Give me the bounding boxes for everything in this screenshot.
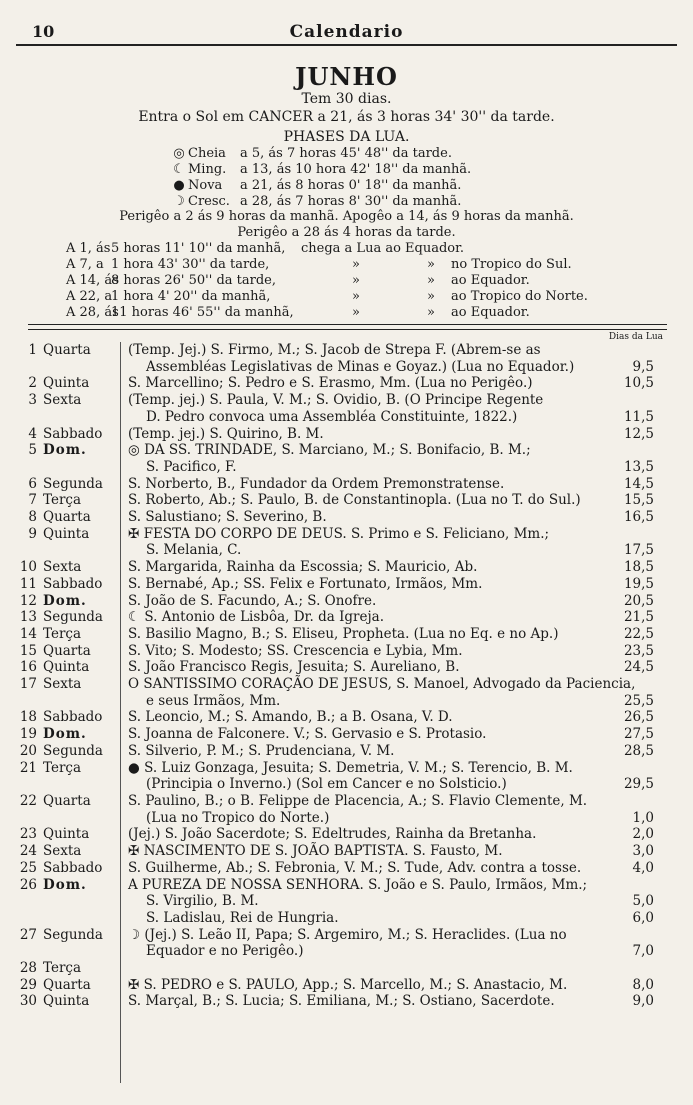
day-row (0, 726, 693, 743)
equator-day: A 22, a (66, 289, 113, 304)
day-number: 2 (28, 375, 37, 392)
weekday: Dom. (43, 442, 87, 459)
entry-line: S. Pacifico, F. (146, 458, 237, 475)
day-number: 27 (19, 926, 37, 943)
moon-age (614, 860, 654, 877)
weekday: Terça (43, 492, 82, 509)
weekday: Quarta (43, 342, 91, 358)
entry-line: S. Marcellino; S. Pedro e S. Erasmo, Mm. (Lua no Perigêo.) (128, 375, 533, 392)
day-entry (122, 526, 614, 559)
weekday: Quarta (43, 642, 91, 659)
day-number: 19 (19, 726, 37, 743)
ditto-mark: » (427, 273, 435, 288)
day-entry (122, 375, 614, 392)
day-entry (122, 726, 614, 743)
entry-line: (Lua no Tropico do Norte.) (146, 809, 330, 826)
entry-line (128, 960, 614, 977)
ditto-mark: » (352, 273, 360, 288)
moon-days-header: Dias da Lua (608, 332, 663, 342)
equator-row (66, 305, 588, 321)
entry-line: (Principia o Inverno.) (Sol em Cancer e no Solsticio.) (146, 776, 507, 793)
day-number: 22 (19, 792, 37, 809)
moon-age-value: 18,5 (623, 559, 654, 576)
day-entry (122, 492, 614, 509)
entry-line: S. Virgilio, B. M. (146, 893, 259, 910)
entry-line: ● S. Luiz Gonzaga, Jesuita; S. Demetria, V. M.; S. Terencio, B. M. (128, 759, 573, 776)
day-entry (122, 676, 636, 709)
weekday: Segunda (43, 475, 103, 492)
weekday: Sabbado (43, 575, 103, 592)
moon-age-value: 27,5 (623, 726, 654, 743)
moon-age-value: 26,5 (623, 709, 654, 726)
moon-age-value (614, 342, 654, 359)
moon-age-value: 3,0 (632, 843, 654, 860)
day-entry (122, 860, 614, 877)
weekday: Segunda (43, 742, 103, 759)
weekday: Quinta (43, 826, 90, 843)
equator-event: ao Tropico do Norte. (451, 289, 588, 304)
day-row (0, 576, 693, 593)
day-number: 15 (19, 642, 37, 659)
page-header (16, 22, 677, 42)
moon-age-value (614, 676, 654, 693)
moon-age (614, 492, 654, 509)
entry-line: S. Vito; S. Modesto; SS. Crescencia e Lybia, Mm. (128, 642, 463, 659)
moon-age (614, 442, 654, 475)
equator-day: A 28, ás (66, 305, 119, 320)
moon-age (614, 760, 654, 793)
ditto-mark: » (352, 257, 360, 272)
entry-line: S. Roberto, Ab.; S. Paulo, B. de Constantinopla. (Lua no T. do Sul.) (128, 492, 581, 509)
entry-line: S. Ladislau, Rei de Hungria. (146, 909, 339, 926)
day-list (0, 342, 693, 1010)
entry-line: S. João de S. Facundo, A.; S. Onofre. (128, 592, 377, 609)
entry-line: S. Marçal, B.; S. Lucia; S. Emiliana, M.; S. Ostiano, Sacerdote. (128, 993, 555, 1010)
day-entry (122, 392, 614, 425)
weekday: Sabbado (43, 709, 103, 726)
day-entry (122, 826, 614, 843)
equator-event: ao Equador. (451, 273, 530, 288)
day-number: 5 (28, 442, 37, 459)
moon-age-value: 22,5 (623, 625, 654, 642)
weekday: Terça (43, 960, 82, 977)
weekday: Segunda (43, 609, 103, 626)
weekday: Segunda (43, 926, 103, 943)
day-entry (122, 843, 614, 860)
day-number: 26 (19, 876, 37, 893)
phase-time: a 13, ás 10 hora 42' 18'' da manhã. (240, 162, 472, 177)
entry-line: S. Guilherme, Ab.; S. Febronia, V. M.; S. Tude, Adv. contra a tosse. (128, 859, 582, 876)
day-number: 17 (19, 676, 37, 693)
moon-age-value (614, 760, 654, 777)
moon-age-value (614, 927, 654, 944)
equator-day: A 1, ás (66, 241, 111, 256)
day-number: 16 (19, 659, 37, 676)
phase-time: a 5, ás 7 horas 45' 48'' da tarde. (240, 146, 452, 161)
moon-age-value: 5,0 (632, 893, 654, 910)
day-row (0, 877, 693, 927)
phase-time: a 21, ás 8 horas 0' 18'' da manhã. (240, 178, 462, 193)
day-number: 18 (19, 709, 37, 726)
moon-age (614, 726, 654, 743)
entry-line: S. Leoncio, M.; S. Amando, B.; a B. Osana, V. D. (128, 709, 453, 726)
day-number: 8 (28, 509, 37, 526)
moon-age (614, 826, 654, 843)
entry-line: (Jej.) S. João Sacerdote; S. Edeltrudes, Rainha da Bretanha. (128, 826, 537, 843)
equator-time: 11 horas 46' 55'' da manhã, (111, 305, 294, 320)
day-number: 21 (19, 759, 37, 776)
day-number: 6 (28, 475, 37, 492)
entry-line: S. Paulino, B.; o B. Felippe de Placencia, A.; S. Flavio Clemente, M. (128, 792, 588, 809)
moon-age (614, 993, 654, 1010)
entry-line: ✠ S. PEDRO e S. PAULO, App.; S. Marcello, M.; S. Anastacio, M. (128, 976, 568, 993)
day-number: 10 (19, 559, 37, 576)
moon-age (614, 593, 654, 610)
phase-row (170, 178, 471, 194)
day-number: 1 (28, 342, 37, 358)
equator-row (66, 273, 588, 289)
day-entry (122, 476, 614, 493)
weekday: Quarta (43, 792, 91, 809)
moon-age-value: 4,0 (632, 859, 654, 876)
day-number: 30 (19, 993, 37, 1010)
moon-phases (170, 146, 471, 210)
day-row (0, 426, 693, 443)
moon-age-value: 17,5 (623, 542, 654, 559)
day-row (0, 492, 693, 509)
day-number: 7 (28, 492, 37, 509)
moon-age (614, 676, 654, 709)
day-number: 14 (19, 625, 37, 642)
moon-age-value: 25,5 (623, 692, 654, 709)
moon-age-value: 12,5 (623, 425, 654, 442)
day-entry (122, 927, 614, 960)
perigee-line-2: Perigêo a 28 ás 4 horas da tarde. (237, 225, 456, 240)
moon-age (614, 877, 654, 927)
entry-line: ✠ FESTA DO CORPO DE DEUS. S. Primo e S. Feliciano, Mm.; (128, 525, 550, 542)
moon-age (614, 375, 654, 392)
moon-age-value: 16,5 (623, 509, 654, 526)
day-row (0, 342, 693, 375)
month-days: Tem 30 dias. (301, 91, 392, 107)
day-entry (122, 643, 614, 660)
page-number: 10 (32, 22, 55, 41)
phase-time: a 28, ás 7 horas 8' 30'' da manhã. (240, 194, 462, 209)
day-entry (122, 760, 614, 793)
moon-age (614, 977, 654, 994)
entry-line: S. João Francisco Regis, Jesuita; S. Aureliano, B. (128, 659, 460, 676)
weekday: Quarta (43, 509, 91, 526)
entry-line: S. Melania, C. (146, 542, 242, 559)
header-rule (16, 44, 677, 46)
day-number: 24 (19, 843, 37, 860)
equator-time: 5 horas 11' 10'' da manhã, (111, 241, 286, 256)
moon-age-value: 15,5 (623, 492, 654, 509)
moon-age (614, 476, 654, 493)
day-row (0, 609, 693, 626)
moon-age (614, 509, 654, 526)
entry-line: S. Silverio, P. M.; S. Prudenciana, V. M. (128, 742, 395, 759)
entry-line: S. Joanna de Falconere. V.; S. Gervasio e S. Protasio. (128, 726, 487, 743)
moon-age-value: 1,0 (632, 809, 654, 826)
phase-name: Ming. (188, 162, 227, 177)
equator-day: A 7, a (66, 257, 104, 272)
day-entry (122, 993, 614, 1010)
day-row (0, 826, 693, 843)
equator-event: chega a Lua ao Equador. (301, 241, 465, 256)
entry-line: O SANTISSIMO CORAÇÃO DE JESUS, S. Manoel, Advogado da Paciencia, (128, 676, 636, 693)
phase-name: Cheia (188, 146, 226, 161)
moon-age-value: 8,0 (632, 976, 654, 993)
moon-age-value: 28,5 (623, 742, 654, 759)
moon-age (614, 559, 654, 576)
weekday: Sexta (43, 676, 82, 693)
moon-phase-icon: ● (173, 178, 185, 193)
moon-age (614, 643, 654, 660)
entry-line: S. Bernabé, Ap.; SS. Felix e Fortunato, Irmãos, Mm. (128, 575, 483, 592)
day-row (0, 509, 693, 526)
month-title: JUNHO (295, 62, 398, 91)
day-number: 3 (28, 392, 37, 409)
weekday: Sabbado (43, 859, 103, 876)
weekday: Quinta (43, 375, 90, 392)
moon-age-value: 20,5 (623, 592, 654, 609)
moon-age (614, 392, 654, 425)
equator-list (66, 241, 588, 321)
moon-age-value: 2,0 (632, 826, 654, 843)
day-row (0, 793, 693, 826)
day-number: 25 (19, 859, 37, 876)
moon-phase-icon: ☾ (173, 162, 185, 177)
entry-line: Equador e no Perigêo.) (146, 943, 304, 960)
day-row (0, 993, 693, 1010)
day-entry (122, 576, 614, 593)
weekday: Quinta (43, 659, 90, 676)
moon-age (614, 659, 654, 676)
day-entry (122, 743, 614, 760)
weekday: Sexta (43, 559, 82, 576)
day-entry (122, 342, 614, 375)
entry-line: e seus Irmãos, Mm. (146, 692, 281, 709)
day-row (0, 526, 693, 559)
sun-entry: Entra o Sol em CANCER a 21, ás 3 horas 34' 30'' da tarde. (138, 109, 555, 125)
moon-age-value: 23,5 (623, 642, 654, 659)
moon-age-value: 21,5 (623, 609, 654, 626)
day-row (0, 927, 693, 960)
day-number: 28 (19, 960, 37, 977)
moon-age-value: 9,0 (632, 993, 654, 1010)
entry-line: (Temp. jej.) S. Paula, V. M.; S. Ovidio, B. (O Principe Regente (128, 392, 544, 409)
day-row (0, 643, 693, 660)
equator-event: no Tropico do Sul. (451, 257, 572, 272)
double-rule (28, 324, 667, 330)
moon-age-value: 11,5 (623, 408, 654, 425)
weekday: Sexta (43, 843, 82, 860)
moon-age-value: 13,5 (623, 458, 654, 475)
phase-row (170, 162, 471, 178)
day-entry (122, 709, 614, 726)
entry-line: S. Salustiano; S. Severino, B. (128, 509, 327, 526)
moon-age-value: 24,5 (623, 659, 654, 676)
moon-age-value: 7,0 (632, 943, 654, 960)
moon-age (614, 609, 654, 626)
ditto-mark: » (427, 257, 435, 272)
day-entry (122, 593, 614, 610)
day-entry (122, 977, 614, 994)
entry-line: ☾ S. Antonio de Lisbôa, Dr. da Igreja. (128, 609, 385, 626)
moon-age-value (614, 392, 654, 409)
day-row (0, 392, 693, 425)
entry-line: S. Margarida, Rainha da Escossia; S. Mauricio, Ab. (128, 559, 478, 576)
day-number: 9 (28, 525, 37, 542)
equator-event: ao Equador. (451, 305, 530, 320)
moon-age (614, 843, 654, 860)
ditto-mark: » (427, 289, 435, 304)
entry-line: ◎ DA SS. TRINDADE, S. Marciano, M.; S. Bonifacio, B. M.; (128, 442, 531, 459)
day-entry (122, 793, 614, 826)
day-row (0, 676, 693, 709)
moon-age-value (614, 442, 654, 459)
equator-time: 1 hora 4' 20'' da manhã, (111, 289, 271, 304)
day-row (0, 860, 693, 877)
weekday: Terça (43, 625, 82, 642)
equator-row (66, 257, 588, 273)
perigee-line-1: Perigêo a 2 ás 9 horas da manhã. Apogêo a 14, ás 9 horas da manhã. (119, 209, 574, 224)
day-number: 29 (19, 976, 37, 993)
moon-age (614, 576, 654, 593)
day-number: 13 (19, 609, 37, 626)
moon-age (614, 426, 654, 443)
day-row (0, 375, 693, 392)
weekday: Quinta (43, 993, 90, 1010)
moon-age (614, 709, 654, 726)
day-row (0, 476, 693, 493)
moon-age (614, 526, 654, 559)
weekday: Sabbado (43, 425, 103, 442)
entry-line: D. Pedro convoca uma Assembléa Constituinte, 1822.) (146, 408, 518, 425)
day-row (0, 709, 693, 726)
moon-age (614, 743, 654, 760)
equator-row (66, 241, 588, 257)
day-entry (122, 442, 614, 475)
day-number: 20 (19, 742, 37, 759)
day-row (0, 626, 693, 643)
phase-name: Cresc. (188, 194, 230, 209)
phase-name: Nova (188, 178, 223, 193)
moon-age (614, 793, 654, 826)
day-entry (122, 509, 614, 526)
weekday: Dom. (43, 726, 87, 743)
equator-row (66, 289, 588, 305)
day-row (0, 760, 693, 793)
ditto-mark: » (352, 305, 360, 320)
day-entry (122, 877, 614, 927)
running-title: Calendario (289, 22, 404, 42)
equator-time: 1 hora 43' 30'' da tarde, (111, 257, 270, 272)
day-number: 11 (19, 575, 37, 592)
day-entry (122, 659, 614, 676)
weekday: Dom. (43, 876, 87, 893)
entry-line: S. Basilio Magno, B.; S. Eliseu, Propheta. (Lua no Eq. e no Ap.) (128, 625, 559, 642)
equator-day: A 14, ás (66, 273, 119, 288)
day-row (0, 559, 693, 576)
moon-age (614, 342, 654, 375)
weekday: Quarta (43, 976, 91, 993)
weekday: Sexta (43, 392, 82, 409)
moon-age-value: 10,5 (623, 375, 654, 392)
day-row (0, 659, 693, 676)
day-entry (122, 960, 614, 977)
weekday: Quinta (43, 525, 90, 542)
entry-line: (Temp. Jej.) S. Firmo, M.; S. Jacob de Strepa F. (Abrem-se as (128, 342, 541, 358)
day-entry (122, 626, 614, 643)
day-row (0, 442, 693, 475)
moon-age-value (614, 526, 654, 543)
moon-age-value: 6,0 (632, 909, 654, 926)
day-number: 23 (19, 826, 37, 843)
weekday: Dom. (43, 592, 87, 609)
moon-age-value (614, 877, 654, 894)
day-entry (122, 609, 614, 626)
moon-age (614, 927, 654, 960)
entry-line: ✠ NASCIMENTO DE S. JOÃO BAPTISTA. S. Fausto, M. (128, 843, 503, 860)
weekday: Terça (43, 759, 82, 776)
day-row (0, 593, 693, 610)
day-row (0, 977, 693, 994)
moon-age-value (614, 793, 654, 810)
day-entry (122, 426, 614, 443)
entry-line: A PUREZA DE NOSSA SENHORA. S. João e S. Paulo, Irmãos, Mm.; (128, 876, 588, 893)
entry-line: Assembléas Legislativas de Minas e Goyaz.) (Lua no Equador.) (146, 358, 575, 375)
moon-age-value: 9,5 (632, 358, 654, 375)
moon-age-value: 19,5 (623, 575, 654, 592)
day-entry (122, 559, 614, 576)
day-row (0, 960, 693, 977)
entry-line: S. Norberto, B., Fundador da Ordem Premonstratense. (128, 475, 505, 492)
moon-phase-icon: ☽ (173, 194, 185, 209)
day-row (0, 743, 693, 760)
moon-age-value: 14,5 (623, 475, 654, 492)
day-row (0, 843, 693, 860)
phases-title: PHASES DA LUA. (283, 129, 410, 145)
day-number: 4 (28, 425, 37, 442)
equator-time: 8 horas 26' 50'' da tarde, (111, 273, 276, 288)
ditto-mark: » (352, 289, 360, 304)
day-number: 12 (19, 592, 37, 609)
entry-line: (Temp. jej.) S. Quirino, B. M. (128, 425, 324, 442)
entry-line: ☽ (Jej.) S. Leão II, Papa; S. Argemiro, M.; S. Heraclides. (Lua no (128, 926, 567, 943)
moon-phase-icon: ◎ (173, 146, 185, 161)
phase-row (170, 146, 471, 162)
moon-age-value: 29,5 (623, 776, 654, 793)
ditto-mark: » (427, 305, 435, 320)
moon-age (614, 626, 654, 643)
